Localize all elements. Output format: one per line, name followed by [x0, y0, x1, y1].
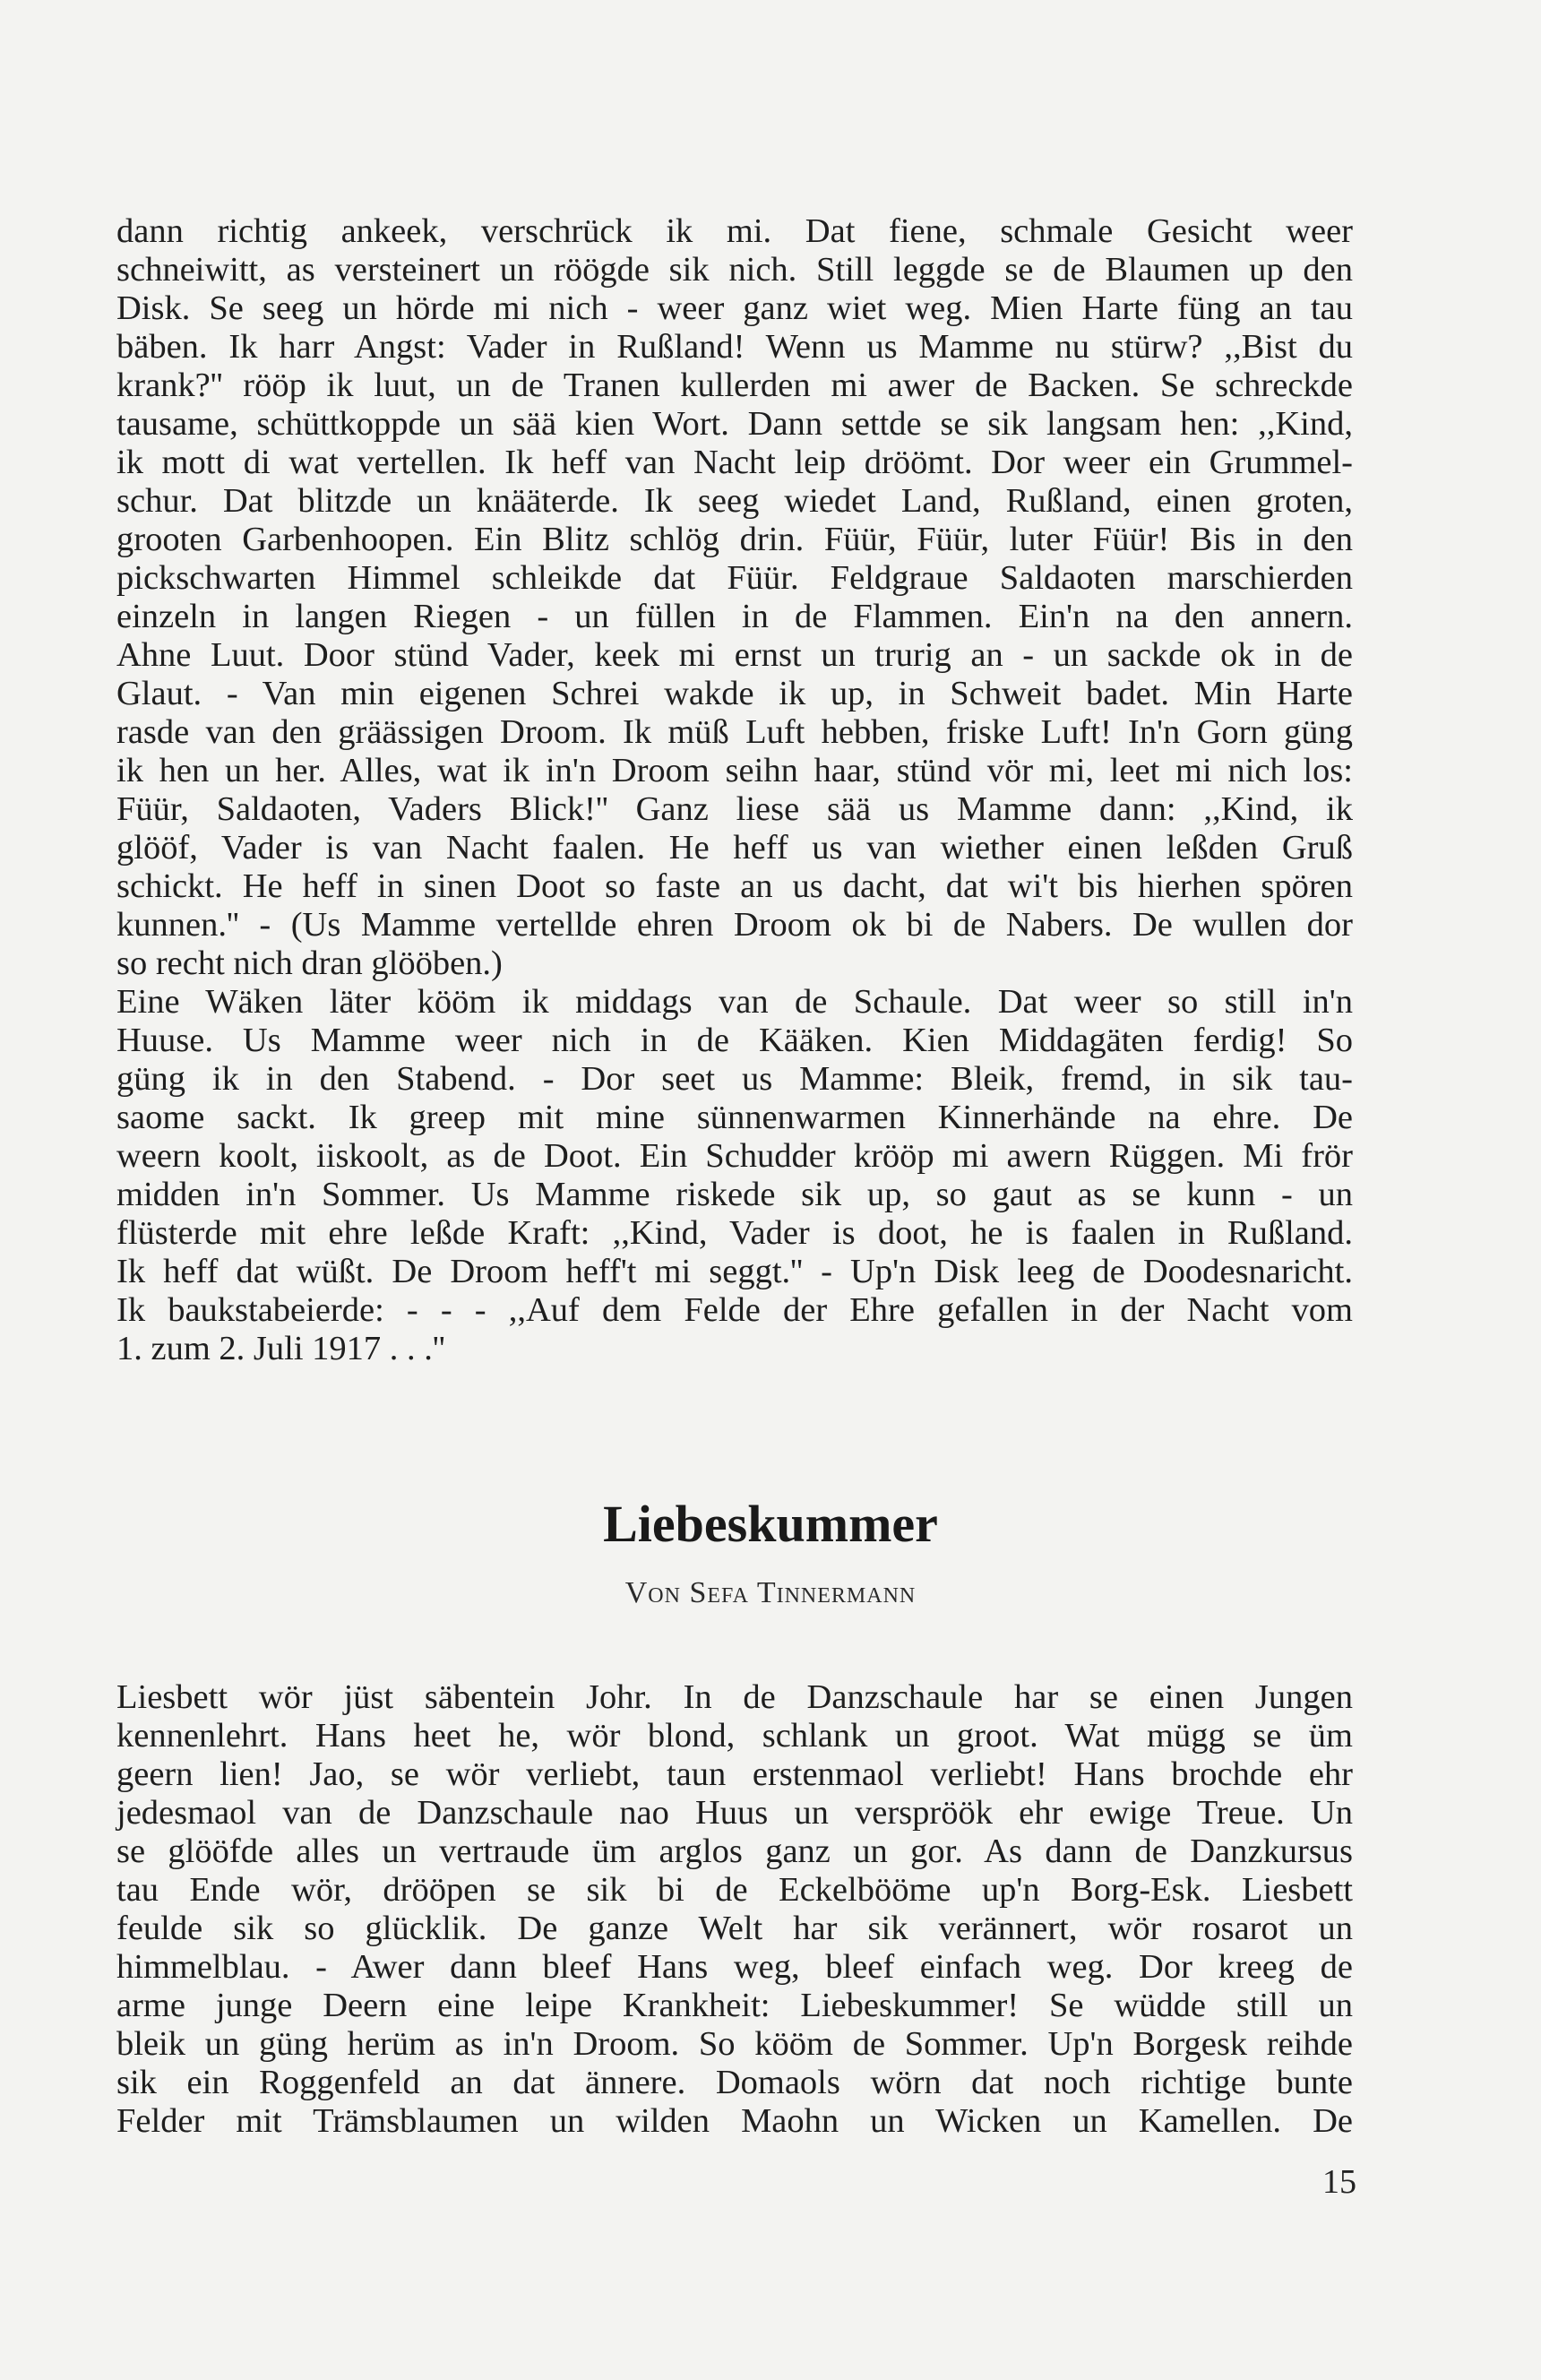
text-line: Ahne Luut. Door stünd Vader, keek mi ernst un trurig an - un sackde ok in de — [116, 636, 1353, 674]
text-line: Eine Wäken läter kööm ik middags van de Schaule. Dat weer so still in'n — [116, 983, 1353, 1021]
text-line: weern koolt, iiskoolt, as de Doot. Ein Schudder krööp mi awern Rüggen. Mi frör — [116, 1137, 1353, 1175]
text-line: himmelblau. - Awer dann bleef Hans weg, bleef einfach weg. Dor kreeg de — [116, 1948, 1353, 1986]
text-line: Ik baukstabeierde: - - - ,,Auf dem Felde der Ehre gefallen in der Nacht vom — [116, 1291, 1353, 1329]
text-line: Füür, Saldaoten, Vaders Blick!'' Ganz liese sää us Mamme dann: ,,Kind, ik — [116, 790, 1353, 828]
text-line: bäben. Ik harr Angst: Vader in Rußland! Wenn us Mamme nu stürw? ,,Bist du — [116, 328, 1353, 366]
text-line: saome sackt. Ik greep mit mine sünnenwarmen Kinnerhände na ehre. De — [116, 1099, 1353, 1136]
text-line: kennenlehrt. Hans heet he, wör blond, schlank un groot. Wat mügg se üm — [116, 1717, 1353, 1755]
text-line: ik hen un her. Alles, wat ik in'n Droom seihn haar, stünd vör mi, leet mi nich los: — [116, 752, 1353, 789]
text-line: geern lien! Jao, se wör verliebt, taun erstenmaol verliebt! Hans brochde ehr — [116, 1755, 1353, 1793]
text-line: Liesbett wör jüst säbentein Johr. In de Danzschaule har se einen Jungen — [116, 1678, 1353, 1716]
text-line: Ik heff dat wüßt. De Droom heff't mi seggt.'' - Up'n Disk leeg de Doodesnaricht. — [116, 1253, 1353, 1290]
text-line: tausame, schüttkoppde un sää kien Wort. Dann settde se sik langsam hen: ,,Kind, — [116, 405, 1353, 443]
story-title: Liebeskummer — [603, 1495, 938, 1553]
text-line: bleik un güng herüm as in'n Droom. So kööm de Sommer. Up'n Borgesk reihde — [116, 2025, 1353, 2063]
text-line: güng ik in den Stabend. - Dor seet us Mamme: Bleik, fremd, in sik tau- — [116, 1060, 1353, 1098]
text-line: einzeln in langen Riegen - un füllen in de Flammen. Ein'n na den annern. — [116, 598, 1353, 635]
text-line: sik ein Roggenfeld an dat ännere. Domaols wörn dat noch richtige bunte — [116, 2064, 1353, 2101]
text-line: 1. zum 2. Juli 1917 . . .'' — [116, 1330, 445, 1367]
text-line: flüsterde mit ehre leßde Kraft: ,,Kind, Vader is doot, he is faalen in Rußland. — [116, 1214, 1353, 1252]
text-line: ik mott di wat vertellen. Ik heff van Nacht leip dröömt. Dor weer ein Grummel- — [116, 444, 1353, 481]
text-line: dann richtig ankeek, verschrück ik mi. Dat fiene, schmale Gesicht weer — [116, 212, 1353, 250]
text-line: Disk. Se seeg un hörde mi nich - weer ganz wiet weg. Mien Harte füng an tau — [116, 289, 1353, 327]
text-line: jedesmaol van de Danzschaule nao Huus un verspröök ehr ewige Treue. Un — [116, 1794, 1353, 1832]
text-line: se glööfde alles un vertraude üm arglos ganz un gor. As dann de Danzkursus — [116, 1832, 1353, 1870]
text-line: arme junge Deern eine leipe Krankheit: Liebeskummer! Se wüdde still un — [116, 1987, 1353, 2024]
page-number: 15 — [1322, 2163, 1356, 2201]
text-line: tau Ende wör, drööpen se sik bi de Eckelbööme up'n Borg-Esk. Liesbett — [116, 1871, 1353, 1909]
story-author: Von Sefa Tinnermann — [624, 1576, 917, 1609]
text-line: glööf, Vader is van Nacht faalen. He heff us van wiether einen leßden Gruß — [116, 829, 1353, 867]
text-line: Felder mit Trämsblaumen un wilden Maohn un Wicken un Kamellen. De — [116, 2102, 1353, 2140]
text-line: Huuse. Us Mamme weer nich in de Kääken. Kien Middagäten ferdig! So — [116, 1022, 1353, 1059]
text-line: feulde sik so glücklik. De ganze Welt har sik verännert, wör rosarot un — [116, 1910, 1353, 1947]
text-line: Glaut. - Van min eigenen Schrei wakde ik up, in Schweit badet. Min Harte — [116, 675, 1353, 712]
text-line: grooten Garbenhoopen. Ein Blitz schlög drin. Füür, Füür, luter Füür! Bis in den — [116, 521, 1353, 558]
text-line: midden in'n Sommer. Us Mamme riskede sik up, so gaut as se kunn - un — [116, 1176, 1353, 1213]
text-line: schur. Dat blitzde un knääterde. Ik seeg wiedet Land, Rußland, einen groten, — [116, 482, 1353, 520]
text-line: schickt. He heff in sinen Doot so faste an us dacht, dat wi't bis hierhen spören — [116, 867, 1353, 905]
text-line: kunnen.'' - (Us Mamme vertellde ehren Droom ok bi de Nabers. De wullen dor — [116, 906, 1353, 944]
text-line: rasde van den gräässigen Droom. Ik müß Luft hebben, friske Luft! In'n Gorn güng — [116, 713, 1353, 751]
text-line: krank?'' rööp ik luut, un de Tranen kullerden mi awer de Backen. Se schreckde — [116, 366, 1353, 404]
text-line: schneiwitt, as versteinert un röögde sik nich. Still leggde se de Blaumen up den — [116, 251, 1353, 289]
text-line: so recht nich dran glööben.) — [116, 944, 503, 982]
text-line: pickschwarten Himmel schleikde dat Füür. Feldgraue Saldaoten marschierden — [116, 559, 1353, 597]
